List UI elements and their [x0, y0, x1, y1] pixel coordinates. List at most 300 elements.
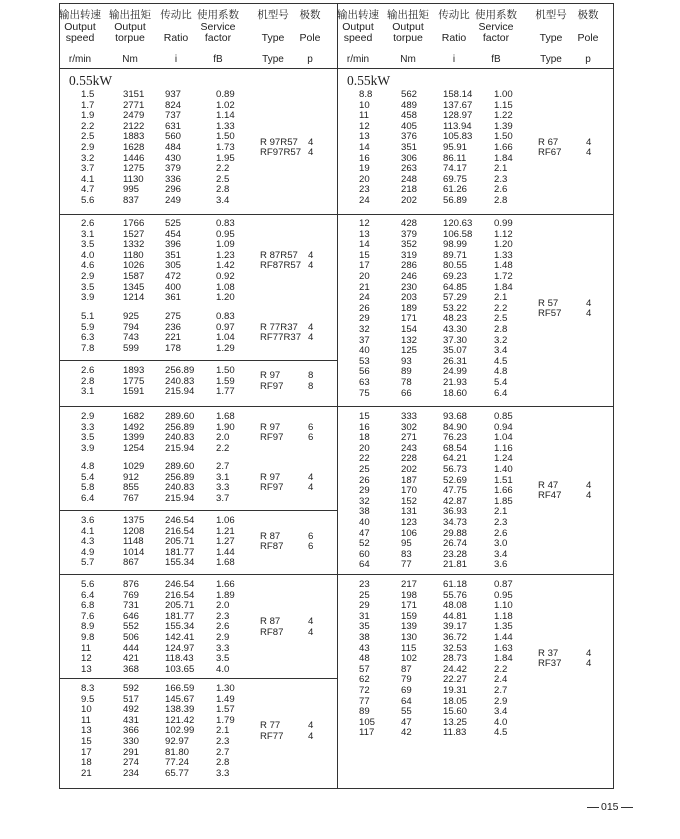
cell-speed: 75: [359, 387, 370, 399]
cell-sf: 1.48: [494, 260, 513, 272]
cell-torque: 506: [123, 631, 140, 643]
model-type-item: R 87: [260, 530, 281, 542]
cell-sf: 1.06: [216, 515, 235, 526]
cell-torque: 1208: [123, 525, 145, 537]
cell-speed: 9.5: [81, 693, 95, 705]
cell-speed: 1.9: [81, 110, 95, 122]
cell-speed: 53: [359, 355, 370, 367]
cell-speed: 6.4: [81, 589, 95, 601]
cell-ratio: 246.54: [165, 579, 195, 590]
cell-sf: 1.33: [494, 249, 513, 261]
cell-ratio: 249: [165, 194, 182, 206]
cell-torque: 489: [401, 99, 418, 111]
cell-torque: 87: [401, 663, 412, 675]
col-torque: [123, 580, 139, 675]
cell-sf: 1.84: [494, 152, 513, 164]
cell-ratio: 158.14: [443, 89, 473, 100]
cell-ratio: 121.42: [165, 714, 195, 726]
cell-sf: 2.8: [494, 323, 508, 335]
cell-torque: 230: [401, 281, 418, 293]
cell-torque: 64: [401, 695, 412, 707]
cell-speed: 3.7: [81, 163, 95, 175]
cell-ratio: 215.94: [165, 386, 195, 398]
cell-sf: 1.20: [216, 292, 235, 304]
cell-torque: 286: [401, 260, 418, 272]
cell-speed: 11: [81, 642, 91, 654]
col-torque: [123, 412, 144, 454]
header-torque-line: torpue: [115, 32, 145, 44]
cell-sf: 2.3: [216, 735, 230, 747]
pole-count: [308, 617, 313, 638]
left-table: [60, 4, 338, 788]
cell-speed: 3.9: [81, 442, 95, 454]
cell-ratio: 155.34: [165, 621, 195, 633]
cell-speed: 5.6: [81, 194, 95, 206]
cell-speed: 57: [359, 663, 370, 675]
cell-sf: 2.4: [494, 674, 508, 686]
cell-ratio: 472: [165, 270, 182, 282]
cell-sf: 5.4: [494, 376, 508, 388]
cell-torque: 217: [401, 579, 418, 590]
col-torque: [123, 516, 144, 569]
cell-speed: 5.6: [81, 579, 95, 590]
cell-torque: 925: [123, 311, 140, 322]
cell-ratio: 34.73: [443, 516, 468, 528]
cell-ratio: 11.83: [443, 727, 467, 739]
header-type-line: Type: [539, 32, 563, 44]
cell-speed: 25: [359, 589, 370, 601]
cell-ratio: 216.54: [165, 589, 195, 601]
cell-torque: 794: [123, 321, 140, 333]
cell-ratio: 275: [165, 311, 182, 322]
cell-speed: 10: [81, 704, 92, 716]
cell-torque: 154: [401, 323, 418, 335]
cell-ratio: 256.89: [165, 471, 195, 483]
col-sf: [216, 219, 235, 304]
cell-speed: 5.1: [81, 311, 95, 322]
cell-torque: 428: [401, 218, 418, 229]
cell-speed: 15: [359, 411, 370, 422]
cell-sf: 1.40: [494, 463, 513, 475]
cell-sf: 2.5: [216, 173, 230, 185]
cell-ratio: 44.81: [443, 610, 468, 622]
pole-count: [308, 532, 313, 553]
header-speed-line: Output: [342, 20, 374, 33]
col-ratio: [165, 580, 194, 675]
cell-ratio: 53.22: [443, 302, 468, 314]
cell-sf: 2.0: [216, 600, 230, 612]
page-footer: [585, 801, 635, 813]
col-ratio: [165, 312, 181, 354]
cell-ratio: 113.94: [443, 120, 472, 132]
pole-item: 4: [308, 147, 314, 159]
cell-speed: 89: [359, 706, 370, 718]
header-type-line: Type: [261, 32, 285, 44]
cell-sf: 1.50: [216, 131, 235, 143]
spec-table: [59, 3, 614, 789]
col-speed: [81, 366, 94, 398]
cell-torque: 333: [401, 411, 418, 422]
col-ratio: [165, 412, 194, 454]
cell-torque: 171: [401, 600, 418, 612]
cell-torque: 1682: [123, 411, 145, 422]
cell-ratio: 396: [165, 239, 182, 251]
pole-item: 6: [308, 541, 314, 553]
cell-sf: 3.6: [494, 559, 508, 571]
cell-ratio: 43.30: [443, 323, 468, 335]
cell-torque: 1148: [123, 536, 144, 548]
cell-sf: 1.04: [494, 432, 513, 444]
cell-sf: 1.84: [494, 281, 513, 293]
header-torque-unit: Nm: [400, 54, 416, 65]
cell-ratio: 155.34: [165, 557, 195, 569]
cell-speed: 13: [81, 663, 92, 675]
cell-speed: 26: [359, 474, 370, 486]
cell-torque: 306: [401, 152, 418, 164]
header-speed-line: 输出转速: [59, 9, 101, 21]
cell-sf: 1.79: [216, 714, 235, 726]
cell-torque: 743: [123, 332, 140, 344]
header-divider: [60, 68, 337, 69]
model-type: [260, 323, 301, 344]
cell-torque: 131: [401, 506, 418, 518]
cell-speed: 3.3: [81, 421, 95, 433]
col-sf: [216, 580, 235, 675]
cell-ratio: 13.25: [443, 716, 468, 728]
cell-torque: 1446: [123, 152, 145, 164]
group-divider: [60, 406, 337, 407]
cell-sf: 4.5: [494, 727, 508, 739]
cell-torque: 42: [401, 727, 412, 739]
cell-sf: 0.95: [494, 589, 513, 601]
cell-sf: 2.8: [216, 184, 230, 196]
model-type-item: R 97: [260, 421, 281, 433]
cell-speed: 3.5: [81, 239, 95, 251]
cell-speed: 77: [359, 695, 370, 707]
header-pole-line: Pole: [577, 32, 599, 44]
col-ratio: [443, 90, 472, 207]
pole-item: 4: [586, 658, 592, 670]
cell-sf: 1.08: [216, 281, 235, 293]
cell-torque: 152: [401, 495, 418, 507]
model-type-item: R 97R57: [260, 136, 298, 148]
cell-sf: 1.10: [494, 600, 513, 612]
pole-item: 4: [308, 249, 314, 261]
cell-sf: 3.3: [216, 767, 230, 779]
cell-sf: 1.68: [216, 557, 235, 569]
col-torque: [401, 412, 417, 571]
header-speed-line: 输出转速: [337, 9, 379, 21]
cell-speed: 2.6: [81, 365, 95, 376]
cell-speed: 20: [359, 173, 370, 185]
cell-speed: 11: [81, 714, 91, 726]
cell-sf: 2.1: [216, 725, 230, 737]
cell-ratio: 35.07: [443, 345, 468, 357]
cell-ratio: 118.43: [165, 653, 194, 665]
cell-ratio: 26.31: [443, 355, 468, 367]
cell-sf: 4.8: [494, 366, 508, 378]
pole-item: 4: [586, 490, 592, 502]
cell-ratio: 289.60: [165, 461, 195, 472]
cell-sf: 1.09: [216, 239, 235, 251]
cell-speed: 13: [359, 228, 370, 240]
header-speed: [336, 10, 380, 45]
cell-sf: 1.27: [216, 536, 235, 548]
cell-torque: 1026: [123, 260, 145, 272]
cell-speed: 4.3: [81, 536, 95, 548]
cell-sf: 1.23: [216, 249, 235, 261]
col-speed: [359, 412, 370, 571]
header-torque: [386, 10, 430, 45]
cell-ratio: 93.68: [443, 411, 468, 422]
cell-sf: 2.8: [494, 194, 508, 206]
cell-ratio: 256.89: [165, 421, 195, 433]
header-pole-line: 极数: [299, 9, 321, 21]
cell-sf: 1.66: [216, 579, 235, 590]
cell-torque: 352: [401, 239, 418, 251]
table-header: [338, 4, 614, 68]
cell-ratio: 103.65: [165, 663, 195, 675]
cell-torque: 130: [401, 631, 418, 643]
cell-torque: 248: [401, 173, 418, 185]
cell-ratio: 52.69: [443, 474, 468, 486]
model-type: [260, 532, 283, 553]
cell-sf: 2.5: [494, 313, 508, 325]
cell-ratio: 57.29: [443, 292, 468, 304]
cell-sf: 0.97: [216, 321, 235, 333]
col-sf: [494, 90, 513, 207]
cell-sf: 1.50: [216, 365, 235, 376]
col-sf: [216, 312, 235, 354]
cell-torque: 77: [401, 559, 412, 571]
cell-torque: 2479: [123, 110, 145, 122]
cell-sf: 0.89: [216, 89, 235, 100]
cell-ratio: 256.89: [165, 365, 195, 376]
col-speed: [81, 412, 94, 454]
header-torque-line: torpue: [393, 32, 423, 44]
cell-ratio: 98.99: [443, 239, 468, 251]
cell-torque: 125: [401, 345, 418, 357]
model-type-item: RF87: [260, 626, 284, 638]
col-speed: [359, 580, 375, 739]
pole-item: 6: [308, 421, 314, 433]
header-pole-unit: p: [585, 54, 591, 65]
cell-torque: 405: [401, 120, 418, 132]
cell-ratio: 484: [165, 141, 182, 153]
col-torque: [123, 684, 139, 779]
header-type-unit: Type: [540, 54, 562, 65]
cell-torque: 769: [123, 589, 140, 601]
cell-torque: 855: [123, 482, 140, 494]
col-torque: [123, 462, 144, 504]
col-sf: [216, 90, 235, 207]
col-sf: [216, 366, 235, 398]
cell-speed: 15: [81, 735, 92, 747]
cell-torque: 444: [123, 642, 140, 654]
model-type: [538, 481, 561, 502]
cell-speed: 29: [359, 600, 370, 612]
col-ratio: [165, 462, 194, 504]
pole-item: 4: [308, 616, 314, 628]
cell-torque: 1591: [123, 386, 145, 398]
cell-torque: 1014: [123, 546, 145, 558]
cell-sf: 1.42: [216, 260, 235, 272]
cell-sf: 2.2: [216, 442, 230, 454]
cell-torque: 1893: [123, 365, 145, 376]
pole-count: [586, 481, 591, 502]
cell-torque: 912: [123, 471, 140, 483]
power-label: 0.55kW: [69, 73, 113, 88]
cell-ratio: 80.55: [443, 260, 468, 272]
cell-speed: 6.4: [81, 492, 95, 504]
cell-sf: 3.4: [216, 194, 230, 206]
cell-sf: 2.7: [216, 746, 230, 758]
col-speed: [81, 219, 94, 304]
group-divider: [60, 510, 337, 511]
cell-sf: 1.73: [216, 141, 235, 153]
cell-sf: 1.51: [494, 474, 513, 486]
cell-sf: 1.77: [216, 386, 235, 398]
pole-item: 4: [308, 260, 314, 272]
cell-ratio: 19.31: [443, 684, 468, 696]
pole-count: [308, 473, 313, 494]
cell-sf: 3.4: [494, 345, 508, 357]
col-ratio: [165, 684, 194, 779]
cell-speed: 11: [359, 110, 369, 122]
cell-torque: 592: [123, 683, 140, 694]
cell-speed: 10: [359, 99, 370, 111]
cell-ratio: 69.75: [443, 173, 468, 185]
model-type: [260, 251, 301, 272]
cell-ratio: 138.39: [165, 704, 195, 716]
cell-ratio: 95.91: [443, 141, 468, 153]
cell-sf: 2.9: [494, 695, 508, 707]
cell-sf: 3.3: [216, 482, 230, 494]
cell-sf: 0.92: [216, 270, 235, 282]
cell-sf: 1.15: [494, 99, 513, 111]
model-type: [260, 473, 283, 494]
header-pole: [573, 10, 603, 45]
col-speed: [81, 684, 94, 779]
cell-speed: 32: [359, 495, 370, 507]
pole-count: [586, 299, 591, 320]
pole-item: 4: [308, 332, 314, 344]
cell-torque: 1254: [123, 442, 145, 454]
pole-item: 4: [308, 136, 314, 148]
cell-torque: 218: [401, 184, 418, 196]
model-type-item: R 47: [538, 479, 559, 491]
header-torque-unit: Nm: [122, 54, 138, 65]
cell-sf: 2.9: [216, 631, 230, 643]
header-ratio-unit: i: [452, 54, 456, 65]
header-pole-line: 极数: [577, 9, 599, 21]
cell-speed: 23: [359, 184, 370, 196]
cell-torque: 271: [401, 432, 418, 444]
cell-torque: 47: [401, 716, 412, 728]
group-divider: [60, 214, 337, 215]
cell-torque: 115: [401, 642, 417, 654]
cell-ratio: 246.54: [165, 515, 195, 526]
cell-torque: 159: [401, 610, 418, 622]
cell-sf: 2.7: [494, 684, 508, 696]
cell-ratio: 305: [165, 260, 182, 272]
cell-torque: 1587: [123, 270, 145, 282]
cell-speed: 18: [359, 432, 370, 444]
col-speed: [81, 90, 94, 207]
cell-torque: 366: [123, 725, 140, 737]
pole-item: 6: [308, 432, 314, 444]
cell-sf: 1.84: [494, 653, 513, 665]
cell-torque: 379: [401, 228, 418, 240]
cell-torque: 646: [123, 610, 140, 622]
cell-sf: 2.2: [216, 163, 230, 175]
cell-speed: 12: [359, 120, 370, 132]
header-sf: [194, 10, 242, 45]
cell-sf: 1.63: [494, 642, 513, 654]
cell-ratio: 24.99: [443, 366, 468, 378]
cell-sf: 2.6: [494, 184, 508, 196]
header-type-line: 机型号: [535, 9, 567, 21]
model-type-item: R 97: [260, 370, 281, 382]
cell-ratio: 336: [165, 173, 182, 185]
cell-torque: 78: [401, 376, 412, 388]
cell-ratio: 560: [165, 131, 182, 143]
header-type-line: 机型号: [257, 9, 289, 21]
cell-sf: 0.99: [494, 218, 513, 229]
pole-item: 6: [308, 530, 314, 542]
cell-sf: 1.00: [494, 89, 513, 100]
cell-sf: 3.0: [494, 538, 508, 550]
cell-torque: 1492: [123, 421, 145, 433]
model-type-item: RF97: [260, 432, 284, 444]
col-sf: [494, 219, 513, 399]
cell-ratio: 47.75: [443, 485, 468, 497]
cell-speed: 21: [81, 767, 92, 779]
cell-torque: 1775: [123, 375, 145, 387]
cell-speed: 64: [359, 559, 370, 571]
cell-sf: 1.66: [494, 485, 513, 497]
pole-item: 4: [308, 730, 314, 742]
cell-sf: 1.89: [216, 589, 235, 601]
col-speed: [81, 516, 94, 569]
cell-torque: 1399: [123, 432, 145, 444]
cell-sf: 3.7: [216, 492, 230, 504]
model-type-item: R 37: [538, 647, 559, 659]
header-speed: [58, 10, 102, 45]
cell-sf: 1.18: [494, 610, 513, 622]
cell-ratio: 77.24: [165, 757, 190, 769]
cell-sf: 4.5: [494, 355, 508, 367]
cell-speed: 72: [359, 684, 370, 696]
pole-count: [308, 323, 313, 344]
col-ratio: [165, 219, 181, 304]
cell-torque: 202: [401, 194, 418, 206]
cell-ratio: 18.60: [443, 387, 468, 399]
cell-torque: 3151: [123, 89, 145, 100]
cell-speed: 15: [359, 249, 370, 261]
cell-speed: 8.3: [81, 683, 95, 694]
model-type-item: RF97: [260, 482, 284, 494]
cell-ratio: 26.74: [443, 538, 468, 550]
pole-item: 4: [586, 136, 592, 148]
cell-torque: 1332: [123, 239, 145, 251]
cell-ratio: 21.93: [443, 376, 468, 388]
footer-dash-left: [587, 807, 599, 808]
cell-sf: 2.2: [494, 302, 508, 314]
cell-sf: 1.04: [216, 332, 235, 344]
header-sf: [472, 10, 520, 45]
cell-ratio: 166.59: [165, 683, 195, 694]
